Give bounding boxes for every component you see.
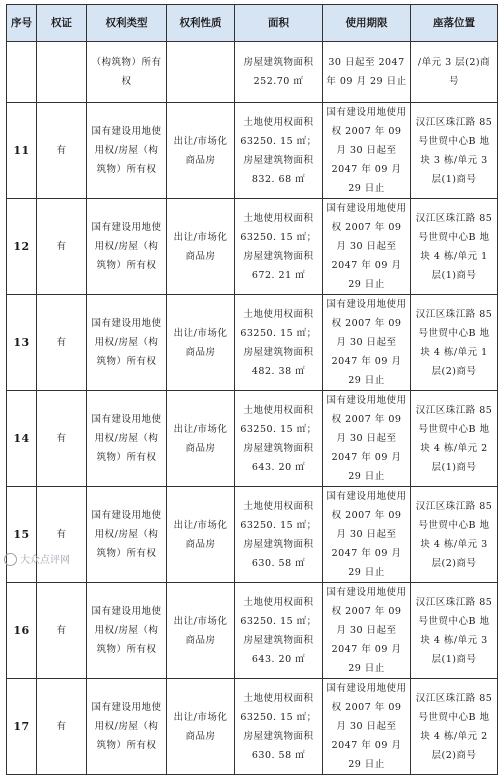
cell-term: 国有建设用地使用权 2007 年 09 月 30 日起至 2047 年 09 月 29 日止 (323, 199, 411, 295)
cell-no: 15 (7, 487, 37, 583)
cell-nature: 出让/市场化商品房 (167, 583, 235, 679)
header-type: 权利类型 (87, 5, 167, 42)
cell-nature: 出让/市场化商品房 (167, 679, 235, 775)
cell-no: 11 (7, 103, 37, 199)
cell-cert: 有 (37, 199, 87, 295)
cell-cert: 有 (37, 487, 87, 583)
cell-type: 国有建设用地使用权/房屋（构筑物）所有权 (87, 679, 167, 775)
cell-location: 汉江区珠江路 85 号世贸中心B 地块 3 栋/单元 3 层(1)商号 (411, 103, 498, 199)
cell-area: 房屋建筑物面积 252.70 ㎡ (235, 42, 323, 103)
cell-cert (37, 42, 87, 103)
cell-no (7, 42, 37, 103)
cell-location: 汉江区珠江路 85 号世贸中心B 地块 4 栋/单元 2 层(1)商号 (411, 391, 498, 487)
cell-term: 国有建设用地使用权 2007 年 09 月 30 日起至 2047 年 09 月 29 日止 (323, 295, 411, 391)
cell-area: 土地使用权面积 63250. 15 ㎡；房屋建筑物面积 672. 21 ㎡ (235, 199, 323, 295)
cell-term: 国有建设用地使用权 2007 年 09 月 30 日起至 2047 年 09 月 29 日止 (323, 391, 411, 487)
cell-area: 土地使用权面积 63250. 15 ㎡；房屋建筑物面积 630. 58 ㎡ (235, 487, 323, 583)
cell-cert: 有 (37, 583, 87, 679)
cell-type: 国有建设用地使用权/房屋（构筑物）所有权 (87, 295, 167, 391)
cell-nature: 出让/市场化商品房 (167, 199, 235, 295)
cell-area: 土地使用权面积 63250. 15 ㎡；房屋建筑物面积 643. 20 ㎡ (235, 583, 323, 679)
header-location: 座落位置 (411, 5, 498, 42)
cell-type: 国有建设用地使用权/房屋（构筑物）所有权 (87, 199, 167, 295)
watermark-logo-icon (4, 553, 17, 566)
cell-area: 土地使用权面积 63250. 15 ㎡；房屋建筑物面积 630. 58 ㎡ (235, 679, 323, 775)
cell-type: 国有建设用地使用权/房屋（构筑物）所有权 (87, 583, 167, 679)
cell-area: 土地使用权面积 63250. 15 ㎡；房屋建筑物面积 832. 68 ㎡ (235, 103, 323, 199)
cell-cert: 有 (37, 103, 87, 199)
cell-location: 汉江区珠江路 85 号世贸中心B 地块 4 栋/单元 1 层(1)商号 (411, 199, 498, 295)
cell-location: 汉江区珠江路 85 号世贸中心B 地块 4 栋/单元 3 层(1)商号 (411, 583, 498, 679)
cell-cert: 有 (37, 679, 87, 775)
cell-cert: 有 (37, 295, 87, 391)
cell-term: 国有建设用地使用权 2007 年 09 月 30 日起至 2047 年 09 月 29 日止 (323, 583, 411, 679)
table-row (7, 679, 498, 775)
watermark-text: 大众点评网 (20, 554, 70, 566)
cell-location: 汉江区珠江路 85 号世贸中心B 地块 4 栋/单元 1 层(2)商号 (411, 295, 498, 391)
property-table-page (6, 4, 497, 770)
table-row-continued (7, 42, 498, 103)
table-row (7, 295, 498, 391)
cell-nature: 出让/市场化商品房 (167, 487, 235, 583)
cell-no: 13 (7, 295, 37, 391)
cell-term: 国有建设用地使用权 2007 年 09 月 30 日起至 2047 年 09 月 29 日止 (323, 679, 411, 775)
cell-type: 国有建设用地使用权/房屋（构筑物）所有权 (87, 487, 167, 583)
cell-no: 14 (7, 391, 37, 487)
table-row (7, 103, 498, 199)
header-cert: 权证 (37, 5, 87, 42)
cell-location: 汉江区珠江路 85 号世贸中心B 地块 4 栋/单元 3 层(2)商号 (411, 487, 498, 583)
table-row (7, 583, 498, 679)
header-term: 使用期限 (323, 5, 411, 42)
header-nature: 权利性质 (167, 5, 235, 42)
table-row (7, 487, 498, 583)
cell-cert: 有 (37, 391, 87, 487)
table-row (7, 199, 498, 295)
header-area: 面积 (235, 5, 323, 42)
property-rights-table (6, 4, 498, 775)
watermark (4, 551, 70, 567)
cell-term: 国有建设用地使用权 2007 年 09 月 30 日起至 2047 年 09 月 29 日止 (323, 103, 411, 199)
cell-nature (167, 42, 235, 103)
cell-location: 汉江区珠江路 85 号世贸中心B 地块 4 栋/单元 2 层(2)商号 (411, 679, 498, 775)
cell-nature: 出让/市场化商品房 (167, 391, 235, 487)
table-row (7, 391, 498, 487)
table-header-row (7, 5, 498, 42)
cell-no: 17 (7, 679, 37, 775)
cell-area: 土地使用权面积 63250. 15 ㎡；房屋建筑物面积 482. 38 ㎡ (235, 295, 323, 391)
header-no: 序号 (7, 5, 37, 42)
cell-type: （构筑物）所有权 (87, 42, 167, 103)
cell-location: /单元 3 层(2)商号 (411, 42, 498, 103)
cell-term: 30 日起至 2047 年 09 月 29 日止 (323, 42, 411, 103)
cell-nature: 出让/市场化商品房 (167, 103, 235, 199)
cell-type: 国有建设用地使用权/房屋（构筑物）所有权 (87, 391, 167, 487)
cell-no: 16 (7, 583, 37, 679)
cell-no: 12 (7, 199, 37, 295)
cell-nature: 出让/市场化商品房 (167, 295, 235, 391)
cell-term: 国有建设用地使用权 2007 年 09 月 30 日起至 2047 年 09 月 29 日止 (323, 487, 411, 583)
cell-area: 土地使用权面积 63250. 15 ㎡；房屋建筑物面积 643. 20 ㎡ (235, 391, 323, 487)
cell-type: 国有建设用地使用权/房屋（构筑物）所有权 (87, 103, 167, 199)
